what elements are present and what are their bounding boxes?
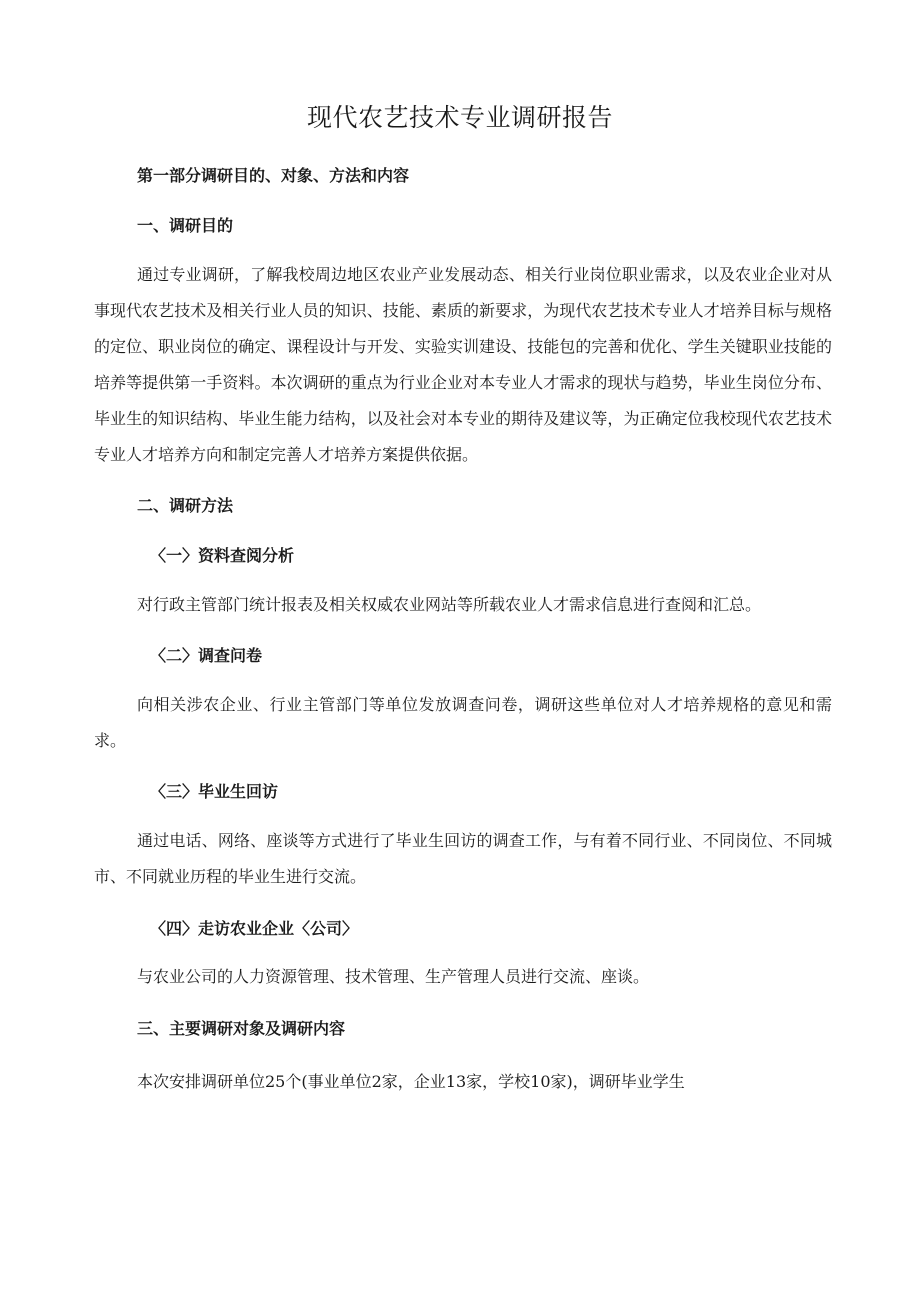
section2-sub1-heading: 〈一〉资料查阅分析 [150, 546, 295, 565]
section2-sub3-paragraph: 通过电话、网络、座谈等方式进行了毕业生回访的调查工作，与有着不同行业、不同岗位、不同城市、不同就业历程的毕业生进行交流。 [94, 831, 832, 886]
section2-sub1-paragraph: 对行政主管部门统计报表及相关权威农业网站等所载农业人才需求信息进行查阅和汇总。 [137, 595, 762, 614]
section2-sub2-heading: 〈二〉调查问卷 [150, 646, 263, 665]
section2-sub2-paragraph: 向相关涉农企业、行业主管部门等单位发放调查问卷，调研这些单位对人才培养规格的意见和需求。 [94, 695, 832, 750]
section1-paragraph: 通过专业调研，了解我校周边地区农业产业发展动态、相关行业岗位职业需求，以及农业企业对从事现代农艺技术及相关行业人员的知识、技能、素质的新要求，为现代农艺技术专业人才培养目标与规格的定位、职业岗位的确定、课程设计与开发、实验实训建设、技能包的完善和优化、学生关键职业技能的培养等提供第一手资料。本次调研的重点为行业企业对本专业人才需求的现状与趋势，毕业生岗位分布、毕业生的知识结构、毕业生能力结构，以及社会对本专业的期待及建议等，为正确定位我校现代农艺技术专业人才培养方向和制定完善人才培养方案提供依据。 [94, 265, 832, 464]
part1-heading: 第一部分调研目的、对象、方法和内容 [137, 166, 410, 185]
document-title: 现代农艺技术专业调研报告 [306, 103, 613, 132]
section2-sub4-heading: 〈四〉走访农业企业〈公司〉 [150, 919, 359, 938]
section2-heading: 二、调研方法 [137, 496, 234, 515]
section1-heading: 一、调研目的 [137, 216, 234, 235]
section2-sub3-heading: 〈三〉毕业生回访 [150, 782, 279, 801]
section3-heading: 三、主要调研对象及调研内容 [137, 1019, 346, 1038]
section2-sub4-paragraph: 与农业公司的人力资源管理、技术管理、生产管理人员进行交流、座谈。 [137, 967, 650, 986]
section3-paragraph: 本次安排调研单位25个(事业单位2家，企业13家，学校10家)，调研毕业学生 [137, 1072, 685, 1091]
